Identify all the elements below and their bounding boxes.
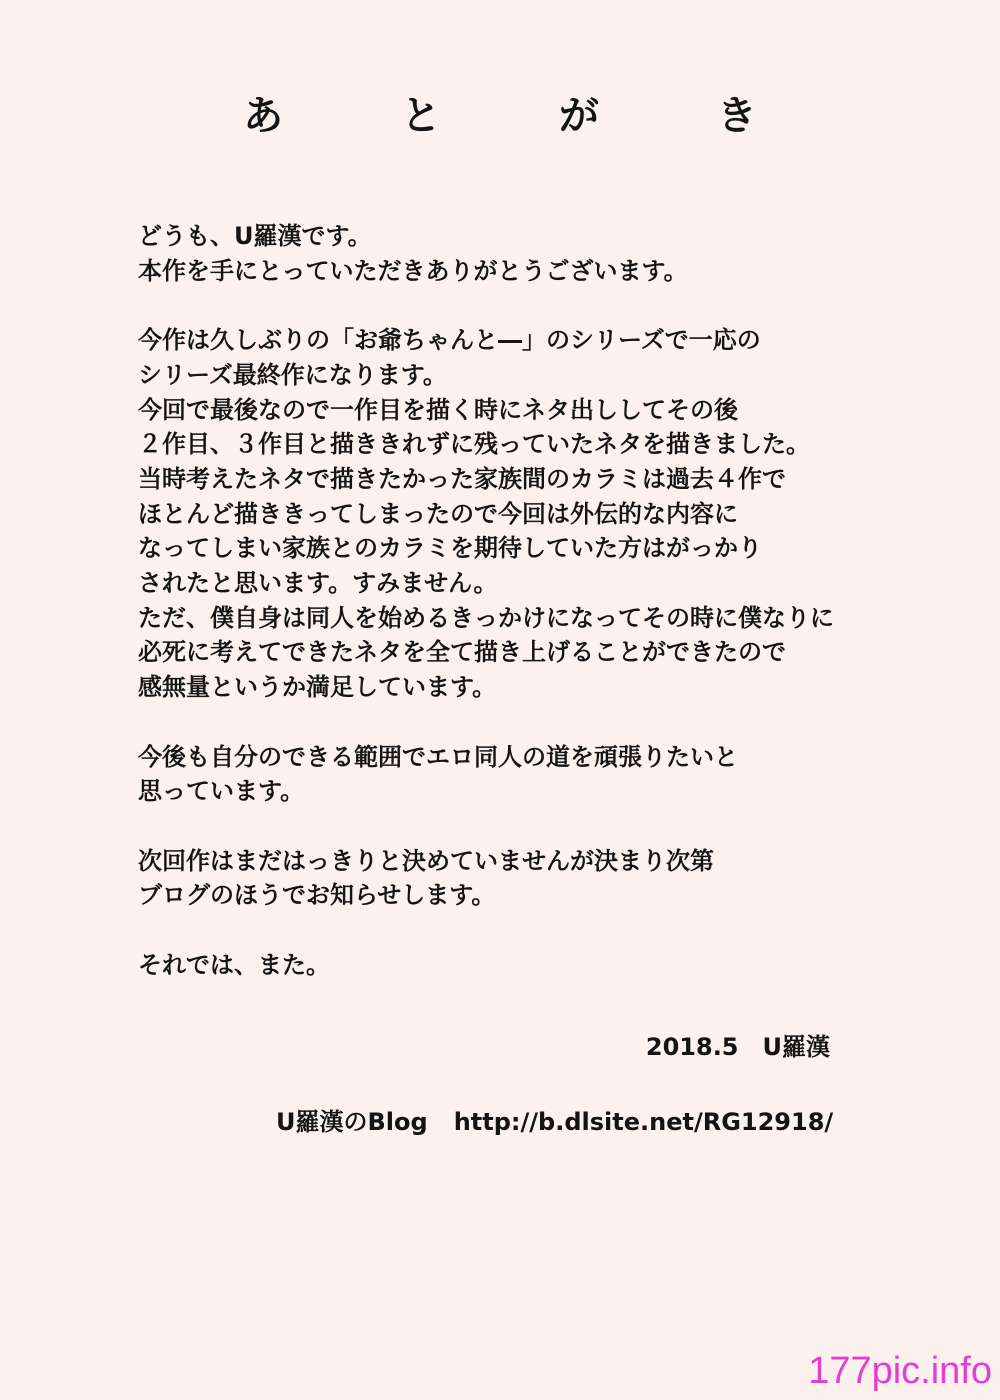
paragraph-greeting	[138, 219, 938, 288]
paragraph-future	[138, 740, 938, 809]
text-line: ただ、僕自身は同人を始めるきっかけになってその時に僕なりに	[138, 603, 834, 632]
paragraph-next-work	[138, 844, 938, 913]
text-line: ２作目、３作目と描ききれずに残っていたネタを描きました。	[138, 430, 810, 459]
blog-line	[276, 1105, 833, 1139]
text-line: されたと思います。すみません。	[138, 569, 498, 598]
text-line: 本作を手にとっていただきありがとうございます。	[138, 256, 688, 285]
text-line: 今回で最後なので一作目を描く時にネタ出ししてその後	[138, 395, 738, 424]
blog-url-link[interactable]: http://b.dlsite.net/RG12918/	[453, 1108, 834, 1136]
text-line: 次回作はまだはっきりと決めていませんが決まり次第	[138, 846, 714, 875]
text-line: 今後も自分のできる範囲でエロ同人の道を頑張りたいと	[138, 742, 738, 771]
text-line: どうも、U羅漢です。	[138, 222, 372, 250]
text-line: シリーズ最終作になります。	[138, 360, 447, 389]
text-line: 感無量というか満足しています。	[138, 673, 497, 702]
text-line: なってしまい家族とのカラミを期待していた方はがっかり	[138, 534, 762, 563]
watermark-text: 177pic.info	[808, 1350, 992, 1392]
text-line: 必死に考えてできたネタを全て描き上げることができたので	[138, 638, 786, 667]
text-line: それでは、また。	[138, 950, 330, 979]
text-line: 今作は久しぶりの「お爺ちゃんと―」のシリーズで一応の	[138, 326, 761, 355]
afterword-title: あ と が き	[243, 92, 809, 139]
blog-label: U羅漢のBlog	[276, 1108, 428, 1136]
text-line: 思っています。	[138, 777, 305, 806]
text-line: ブログのほうでお知らせします。	[138, 881, 496, 910]
paragraph-farewell	[138, 948, 938, 983]
paragraph-series	[138, 323, 938, 705]
signature-date: 2018.5 U羅漢	[645, 1033, 830, 1061]
text-line: ほとんど描ききってしまったので今回は外伝的な内容に	[138, 499, 738, 528]
afterword-body	[138, 219, 938, 982]
text-line: 当時考えたネタで描きたかった家族間のカラミは過去４作で	[138, 464, 786, 493]
